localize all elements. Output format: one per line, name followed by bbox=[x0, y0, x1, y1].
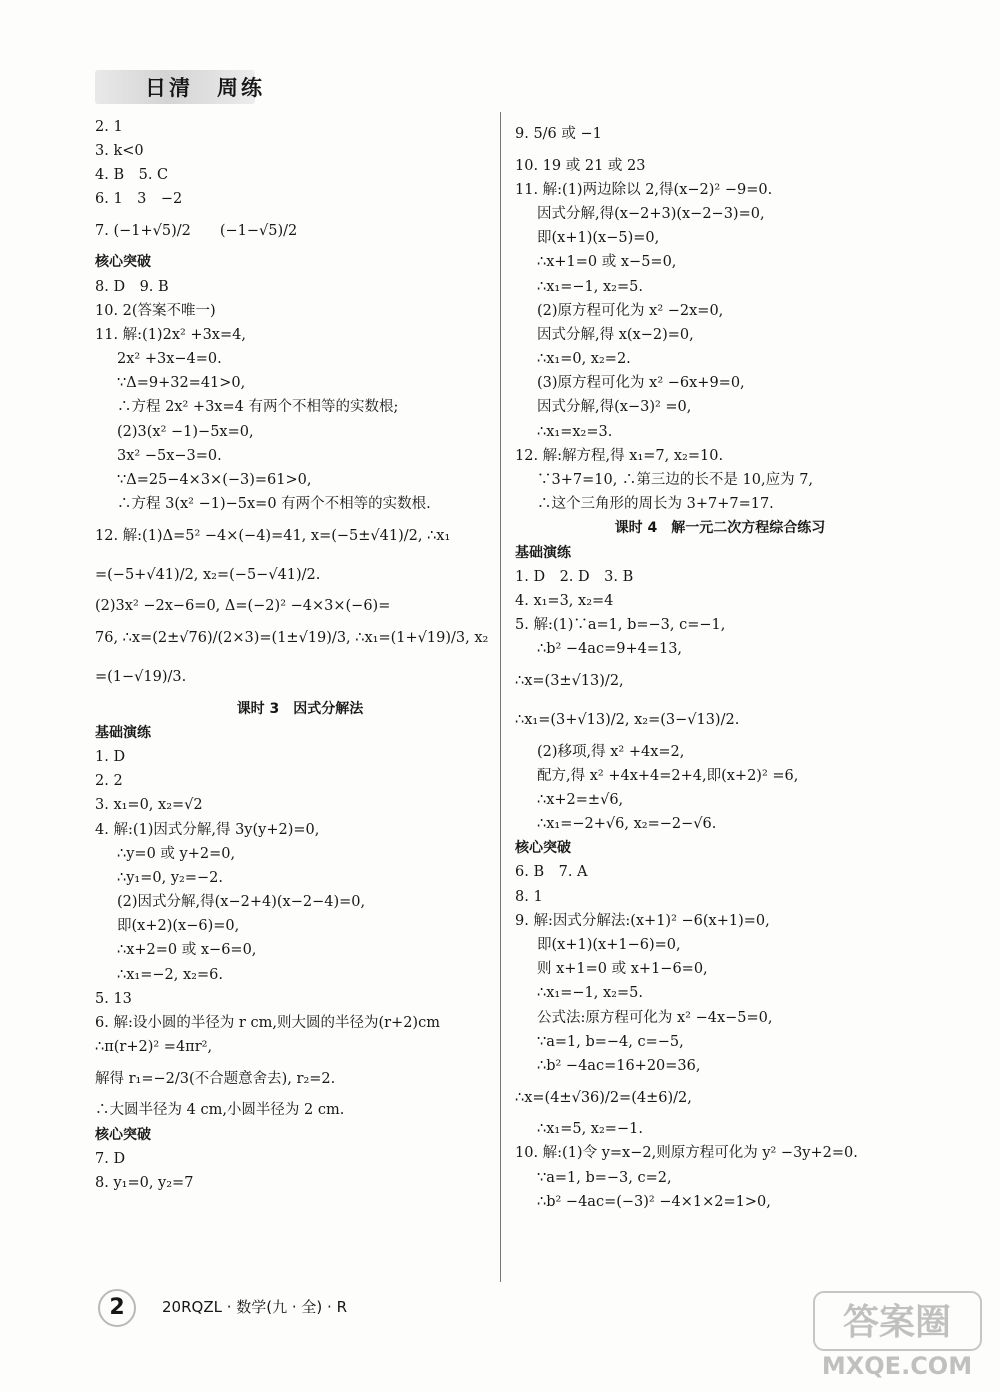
right-answer-line: 10. 解:(1)令 y=x−2,则原方程可化为 y² −3y+2=0. bbox=[515, 1145, 858, 1162]
footer-book-code: 20RQZL · 数学(九 · 全) · R bbox=[162, 1298, 347, 1316]
right-answer-line: ∴x₁=−2+√6, x₂=−2−√6. bbox=[537, 816, 717, 833]
left-answer-line: 2x² +3x−4=0. bbox=[117, 351, 222, 368]
right-answer-line: 公式法:原方程可化为 x² −4x−5=0, bbox=[537, 1009, 773, 1026]
right-answer-line: 因式分解,得(x−2+3)(x−2−3)=0, bbox=[537, 205, 765, 222]
left-answer-line: 即(x+2)(x−6)=0, bbox=[117, 918, 240, 935]
right-answer-line: ∴x₁=x₂=3. bbox=[537, 423, 613, 440]
right-answer-line: ∴x=(4±√36)/2=(4±6)/2, bbox=[515, 1089, 692, 1106]
left-answer-line: ∴y=0 或 y+2=0, bbox=[117, 845, 236, 862]
right-answer-line: 9. 5/6 或 −1 bbox=[515, 126, 602, 142]
left-answer-line: 3. x₁=0, x₂=√2 bbox=[95, 797, 203, 814]
page-number: 2 bbox=[98, 1289, 136, 1327]
right-answer-line: 9. 解:因式分解法:(x+1)² −6(x+1)=0, bbox=[515, 912, 770, 929]
right-answer-line: 配方,得 x² +4x+4=2+4,即(x+2)² =6, bbox=[537, 767, 799, 784]
left-answer-line: ∴y₁=0, y₂=−2. bbox=[117, 869, 223, 886]
right-answer-line: ∴这个三角形的周长为 3+7+7=17. bbox=[537, 496, 774, 513]
left-answer-line: 2. 1 bbox=[95, 118, 123, 135]
left-answer-line: (2)因式分解,得(x−2+4)(x−2−4)=0, bbox=[117, 894, 366, 911]
left-answer-line: ∴方程 3(x² −1)−5x=0 有两个不相等的实数根. bbox=[117, 496, 431, 513]
right-answer-line: ∴b² −4ac=16+20=36, bbox=[537, 1057, 701, 1074]
left-answer-line: 2. 2 bbox=[95, 773, 123, 790]
left-answer-line: ∴大圆半径为 4 cm,小圆半径为 2 cm. bbox=[95, 1102, 345, 1119]
left-answer-line: =(1−√19)/3. bbox=[95, 669, 187, 685]
right-answer-line: 6. B 7. A bbox=[515, 864, 588, 881]
left-answer-line: 3x² −5x−3=0. bbox=[117, 447, 222, 464]
right-answer-line: 5. 解:(1)∵a=1, b=−3, c=−1, bbox=[515, 617, 726, 634]
left-answer-line: 6. 解:设小圆的半径为 r cm,则大圆的半径为(r+2)cm bbox=[95, 1015, 440, 1032]
right-section-heading: 基础演练 bbox=[515, 544, 571, 561]
left-section-heading: 核心突破 bbox=[95, 254, 151, 271]
left-answer-line: 解得 r₁=−2/3(不合题意舍去), r₂=2. bbox=[95, 1070, 336, 1087]
right-answer-line: ∴x+1=0 或 x−5=0, bbox=[537, 254, 677, 271]
right-answer-line: 因式分解,得 x(x−2)=0, bbox=[537, 326, 694, 343]
right-answer-line: ∵a=1, b=−3, c=2, bbox=[537, 1169, 672, 1186]
right-answer-line: ∴x₁=(3+√13)/2, x₂=(3−√13)/2. bbox=[515, 711, 740, 728]
right-answer-line: ∴x₁=−1, x₂=5. bbox=[537, 278, 643, 295]
right-answer-line: ∴b² −4ac=9+4=13, bbox=[537, 641, 683, 658]
left-answer-line: 12. 解:(1)Δ=5² −4×(−4)=41, x=(−5±√41)/2, ∴x₁ bbox=[95, 527, 451, 544]
left-answer-line: 3. k<0 bbox=[95, 142, 144, 159]
left-answer-line: ∴方程 2x² +3x=4 有两个不相等的实数根; bbox=[117, 399, 399, 416]
right-answer-line: 1. D 2. D 3. B bbox=[515, 568, 634, 585]
right-answer-line: 8. 1 bbox=[515, 888, 543, 905]
right-answer-line: ∴x=(3±√13)/2, bbox=[515, 672, 624, 689]
right-answer-line: 12. 解:解方程,得 x₁=7, x₂=10. bbox=[515, 447, 724, 464]
left-section-heading: 基础演练 bbox=[95, 724, 151, 741]
right-answer-line: ∴x₁=−1, x₂=5. bbox=[537, 985, 643, 1002]
right-answer-line: (2)移项,得 x² +4x=2, bbox=[537, 743, 685, 760]
right-column bbox=[515, 115, 925, 1214]
watermark-text-url: MXQE.COM bbox=[821, 1352, 973, 1380]
right-answer-line: 则 x+1=0 或 x+1−6=0, bbox=[537, 961, 708, 978]
watermark-text-cn: 答案圈 bbox=[842, 1302, 952, 1343]
left-answer-line: =(−5+√41)/2, x₂=(−5−√41)/2. bbox=[95, 566, 321, 583]
left-answer-line: ∵Δ=25−4×3×(−3)=61>0, bbox=[117, 472, 312, 489]
right-answer-line: 4. x₁=3, x₂=4 bbox=[515, 592, 614, 609]
page-header-title: 日清 周练 bbox=[145, 76, 265, 100]
right-section-heading: 课时 4 解一元二次方程综合练习 bbox=[614, 520, 826, 537]
right-answer-line: (3)原方程可化为 x² −6x+9=0, bbox=[537, 375, 745, 392]
right-answer-line: ∴x₁=5, x₂=−1. bbox=[537, 1121, 643, 1138]
left-answer-line: 7. (−1+√5)/2 (−1−√5)/2 bbox=[95, 222, 298, 239]
left-answer-line: ∴π(r+2)² =4πr², bbox=[95, 1039, 213, 1056]
left-answer-line: ∴x+2=0 或 x−6=0, bbox=[117, 942, 257, 959]
left-column bbox=[95, 115, 505, 1196]
left-answer-line: (2)3x² −2x−6=0, Δ=(−2)² −4×3×(−6)= bbox=[95, 598, 391, 615]
right-answer-line: ∵a=1, b=−4, c=−5, bbox=[537, 1033, 684, 1050]
right-answer-line: ∴x+2=±√6, bbox=[537, 791, 624, 808]
right-answer-line: 即(x+1)(x+1−6)=0, bbox=[537, 937, 681, 954]
watermark-logo bbox=[810, 1288, 985, 1383]
left-section-heading: 课时 3 因式分解法 bbox=[236, 700, 364, 717]
left-answer-line: 1. D bbox=[95, 748, 126, 765]
left-answer-line: 4. B 5. C bbox=[95, 166, 169, 183]
right-answer-line: ∴b² −4ac=(−3)² −4×1×2=1>0, bbox=[537, 1193, 771, 1210]
right-answer-line: 11. 解:(1)两边除以 2,得(x−2)² −9=0. bbox=[515, 181, 773, 198]
right-answer-line: ∵3+7=10, ∴第三边的长不是 10,应为 7, bbox=[537, 472, 814, 489]
left-answer-line: 8. y₁=0, y₂=7 bbox=[95, 1174, 194, 1191]
left-answer-line: (2)3(x² −1)−5x=0, bbox=[117, 423, 254, 440]
right-answer-line: 即(x+1)(x−5)=0, bbox=[537, 230, 660, 247]
left-answer-line: 4. 解:(1)因式分解,得 3y(y+2)=0, bbox=[95, 821, 320, 838]
right-section-heading: 核心突破 bbox=[515, 840, 571, 857]
left-answer-line: ∵Δ=9+32=41>0, bbox=[117, 375, 246, 392]
left-answer-line: ∴x₁=−2, x₂=6. bbox=[117, 966, 223, 983]
left-answer-line: 6. 1 3 −2 bbox=[95, 191, 183, 208]
left-answer-line: 7. D bbox=[95, 1150, 126, 1167]
right-answer-line: (2)原方程可化为 x² −2x=0, bbox=[537, 302, 724, 319]
left-answer-line: 8. D 9. B bbox=[95, 278, 169, 295]
right-answer-line: ∴x₁=0, x₂=2. bbox=[537, 351, 631, 368]
left-answer-line: 76, ∴x=(2±√76)/(2×3)=(1±√19)/3, ∴x₁=(1+√19)/3, x₂ bbox=[95, 630, 489, 646]
left-answer-line: 10. 2(答案不唯一) bbox=[95, 302, 216, 319]
left-section-heading: 核心突破 bbox=[95, 1126, 151, 1143]
left-answer-line: 5. 13 bbox=[95, 990, 132, 1007]
right-answer-line: 因式分解,得(x−3)² =0, bbox=[537, 399, 692, 416]
left-answer-line: 11. 解:(1)2x² +3x=4, bbox=[95, 326, 246, 343]
right-answer-line: 10. 19 或 21 或 23 bbox=[515, 157, 646, 174]
